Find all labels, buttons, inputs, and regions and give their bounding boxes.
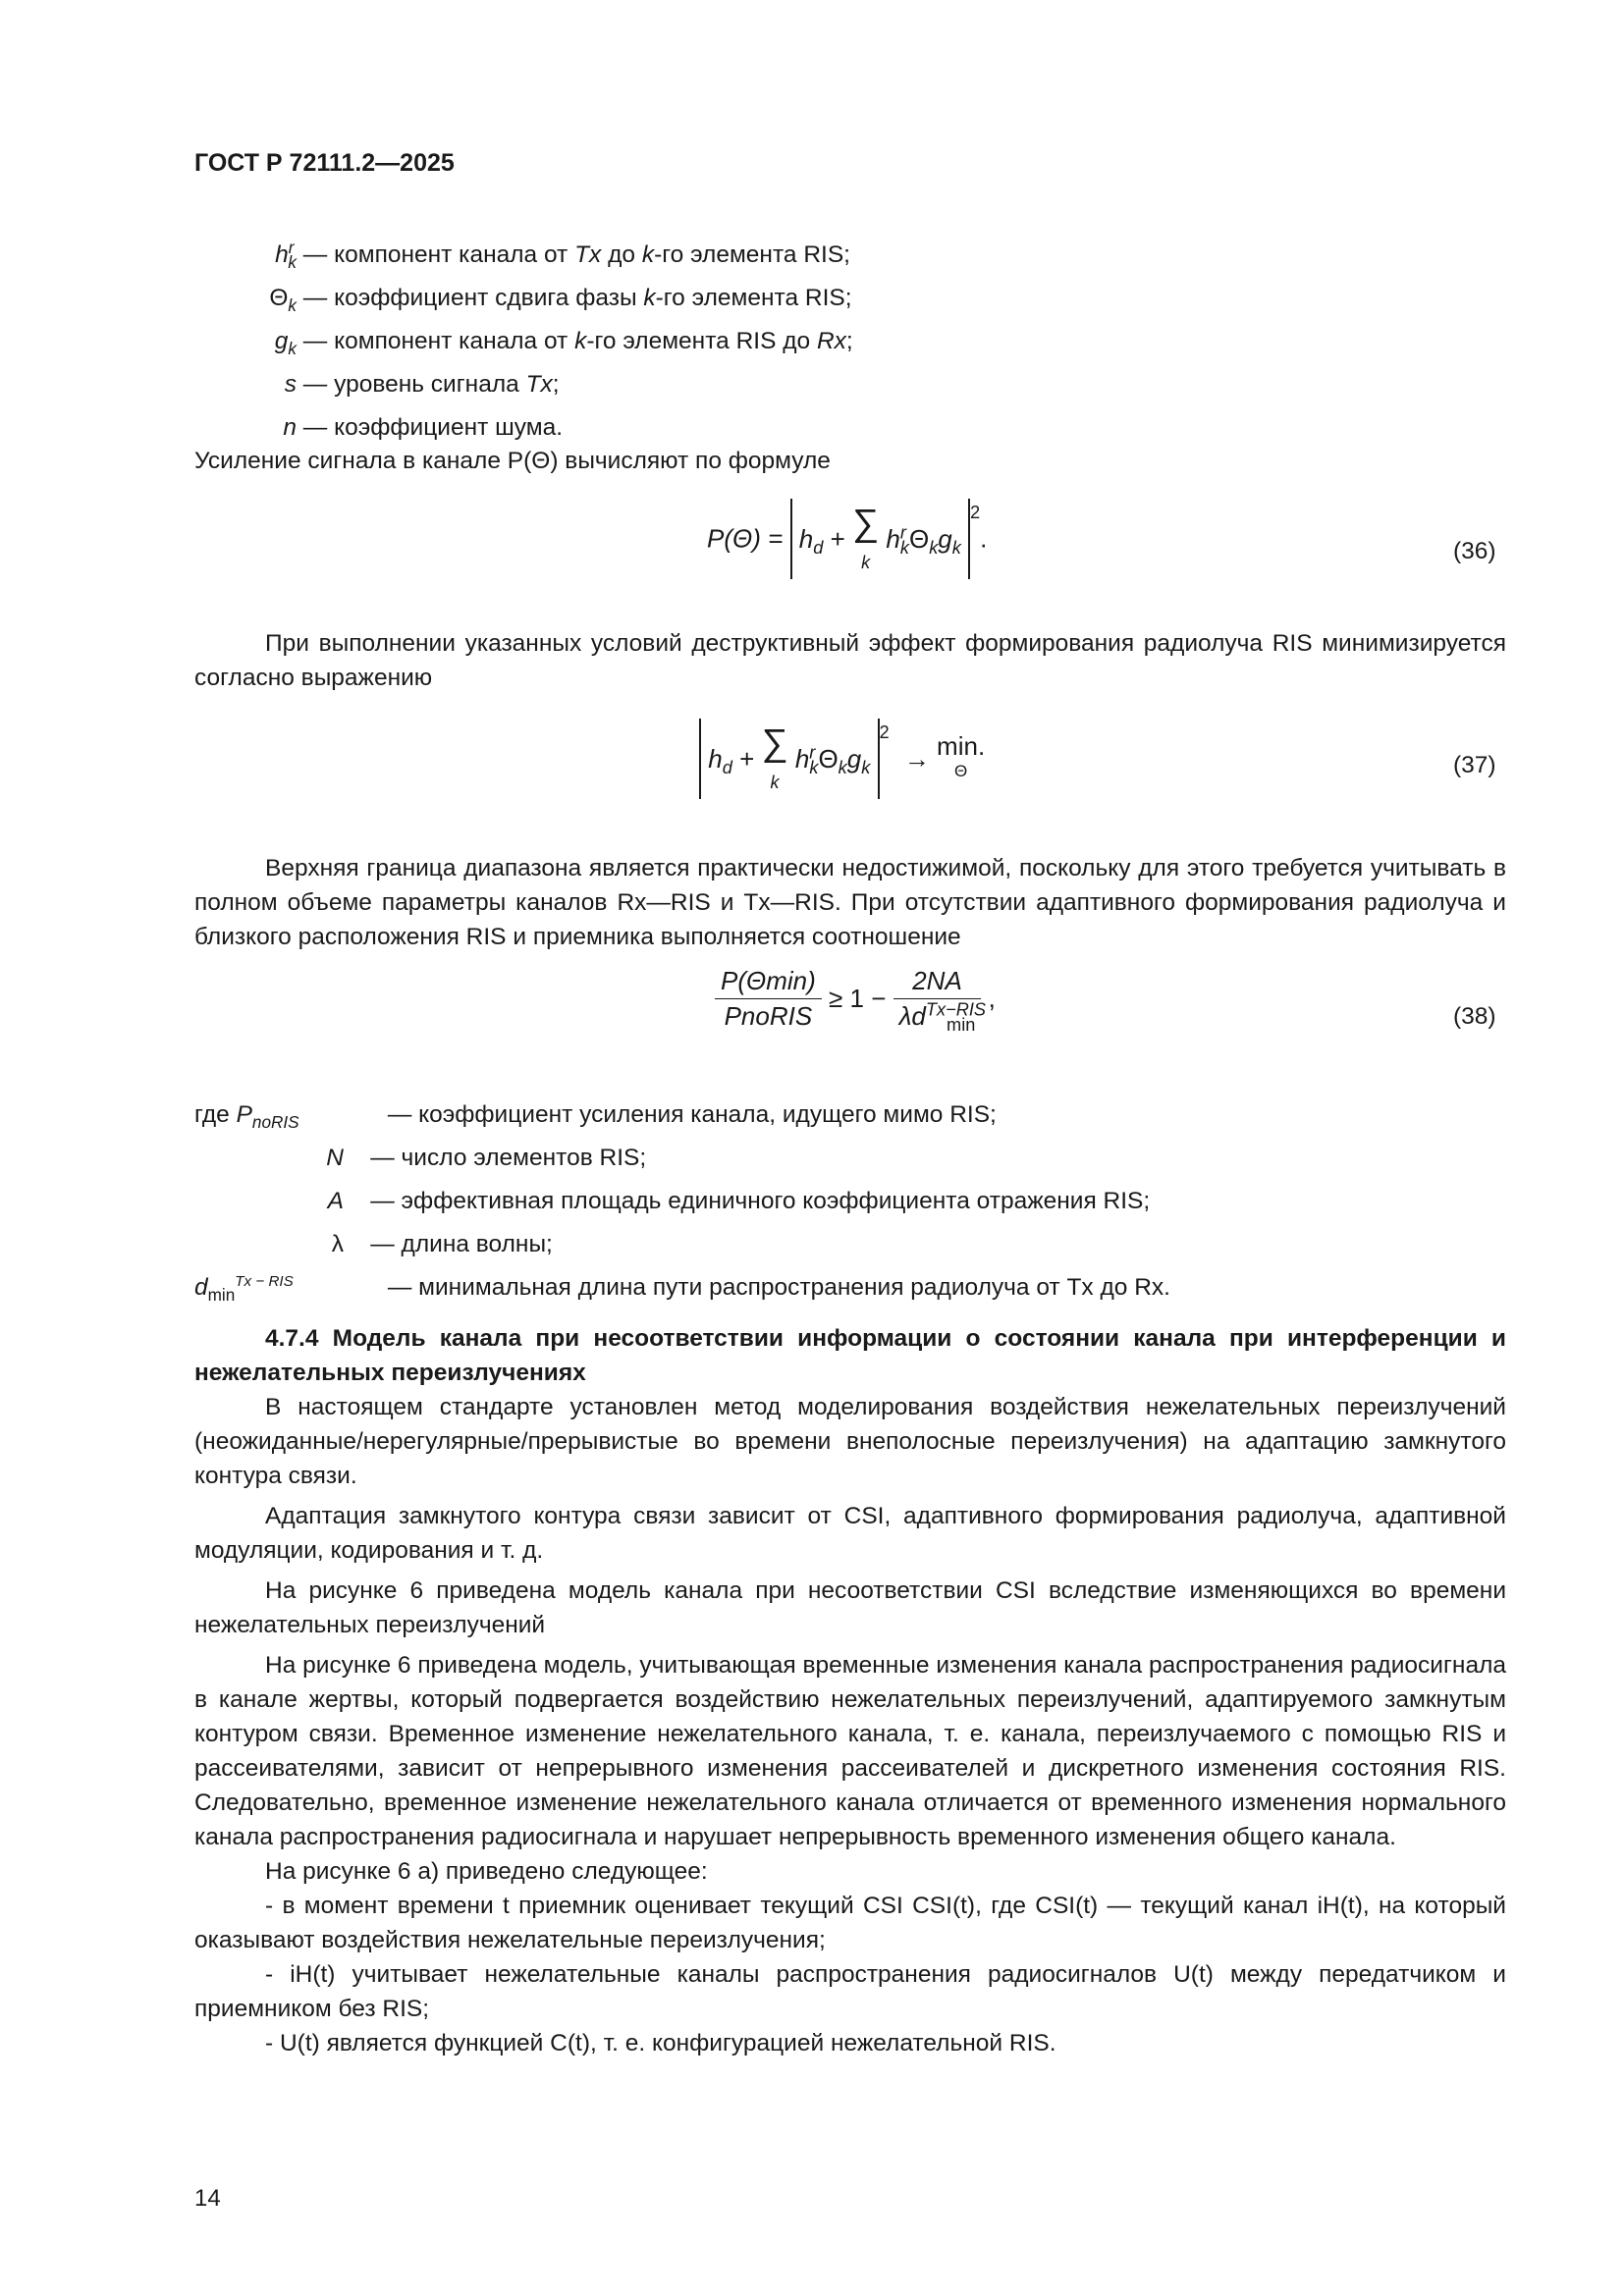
paragraph: Адаптация замкнутого контура связи зависит от CSI, адаптивного формирования радиолуча, адаптивной модуляции, кодирования и т. д. <box>194 1503 1506 1564</box>
definition-A: A — эффективная площадь единичного коэффициента отражения RIS; <box>327 1188 1151 1214</box>
list-item: - в момент времени t приемник оценивает текущий CSI CSI(t), где CSI(t) — текущий канал iH(t), на который оказывают воздействия нежелательные переизлучения; <box>194 1893 1506 1953</box>
equation-36: $P(\Theta) = h_d$ + ∑ k $h^r_k\Theta_kg_k$ $^2$. <box>707 499 987 579</box>
definition-theta: $\Theta_k$ — коэффициент сдвига фазы k-го элемента RIS; <box>269 285 852 315</box>
definition-pnoris: где $P_{noRIS}$ — коэффициент усиления канала, идущего мимо RIS; <box>194 1101 997 1132</box>
paragraph: На рисунке 6 приведена модель, учитывающая временные изменения канала распространения радиосигнала в канале жертвы, который подвергается воздействию нежелательных переизлучений, адаптируемого замкнутым контуром связи. Временное изменение нежелательного канала, т. е. канала, переизлучаемого с помощью RIS и рассеивателями, зависит от непрерывного изменения рассеивателей и дискретного изменения состояния RIS. Следовательно, временное изменение нежелательного канала отличается от временного изменения нормального канала распространения радиосигнала и нарушает непрерывность временного изменения общего канала. <box>194 1652 1506 1850</box>
definition-list <box>194 238 853 446</box>
definition-dmin: $d_{min}^{Tx - RIS}$ — минимальная длина пути распространения радиолуча от Tx до Rx. <box>194 1272 1170 1305</box>
list-item: - U(t) является функцией C(t), т. е. конфигурацией нежелательной RIS. <box>265 2030 1056 2056</box>
document-header: ГОСТ Р 72111.2—2025 <box>194 149 455 177</box>
definition-s: s — уровень сигнала Tx; <box>284 371 560 398</box>
definition-n: n — коэффициент шума. <box>283 414 564 441</box>
definition-N: N — число элементов RIS; <box>326 1145 647 1171</box>
equation-37: $h_d$ + ∑ k $h^r_k\Theta_kg_k$ $^2$ → min. Θ <box>699 719 985 799</box>
paragraph: На рисунке 6 а) приведено следующее: <box>265 1858 708 1885</box>
paragraph-minimize: При выполнении указанных условий деструктивный эффект формирования радиолуча RIS минимизируется согласно выражению <box>194 630 1506 691</box>
paragraph: На рисунке 6 приведена модель канала при несоответствии CSI вследствие изменяющихся во времени нежелательных переизлучений <box>194 1577 1506 1638</box>
definition-g: $g_k$ — компонент канала от k-го элемента RIS до Rx; <box>274 328 853 358</box>
gain-intro-text: Усиление сигнала в канале P(Θ) вычисляют по формуле <box>194 448 831 474</box>
body-text <box>194 1390 1506 2060</box>
definition-list-2 <box>194 1097 1170 1313</box>
paragraph-upper-bound: Верхняя граница диапазона является практически недостижимой, поскольку для этого требуется учитывать в полном объеме параметры каналов Rx—RIS и Tx—RIS. При отсутствии адаптивного формирования радиолуча и близкого расположения RIS и приемника выполняется соотношение <box>194 855 1506 950</box>
equation-number-36: (36) <box>1453 538 1496 564</box>
equation-number-38: (38) <box>1453 1003 1496 1030</box>
paragraph: В настоящем стандарте установлен метод моделирования воздействия нежелательных переизлучений (неожиданные/нерегулярные/прерывистые во времени внеполосные переизлучения) на адаптацию замкнутого контура связи. <box>194 1394 1506 1489</box>
equation-number-37: (37) <box>1453 752 1496 778</box>
definition-h: $h^r_k$ — компонент канала от Tx до k-го элемента RIS; <box>275 237 850 272</box>
page-number: 14 <box>194 2185 221 2212</box>
list-item: - iH(t) учитывает нежелательные каналы распространения радиосигналов U(t) между передатчиком и приемником без RIS; <box>194 1961 1506 2022</box>
section-heading: 4.7.4 Модель канала при несоответствии информации о состоянии канала при интерференции и нежелательных переизлучениях <box>194 1325 1506 1386</box>
equation-38: $\frac{P(\Theta\min)}{\text{PnoRIS}}$ ≥ 1 − $\frac{2NA}{\lambda d^{Tx-RIS}_{min}}$ , <box>715 966 996 1032</box>
definition-lambda: λ — длина волны; <box>331 1231 553 1257</box>
